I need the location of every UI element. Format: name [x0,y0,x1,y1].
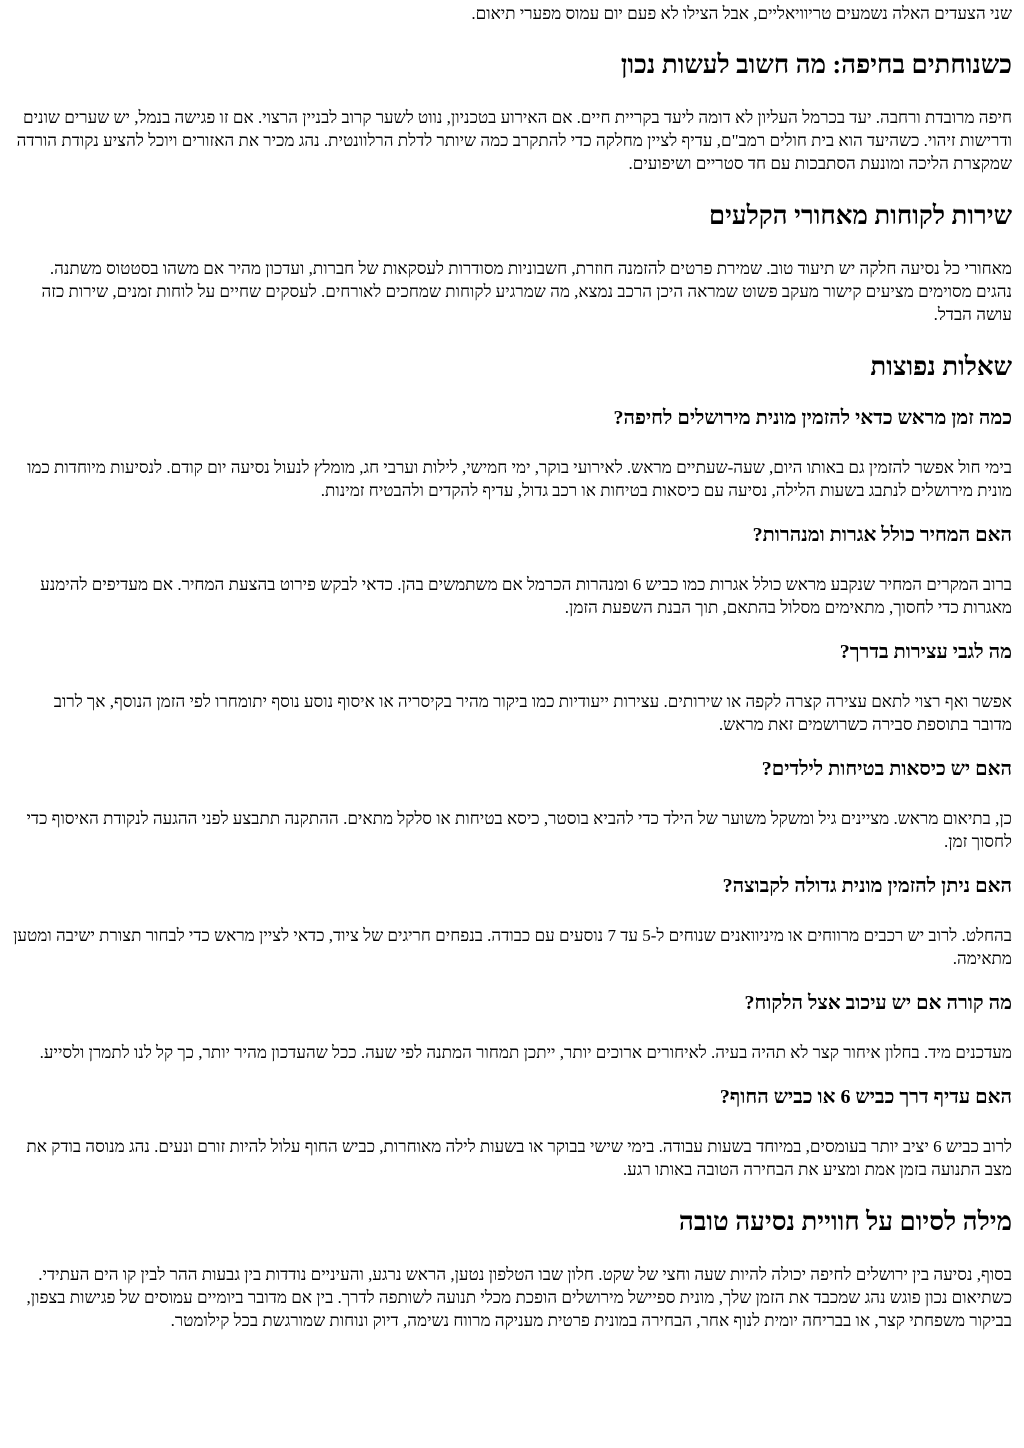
faq-answer: כן, בתיאום מראש. מציינים גיל ומשקל משוער של הילד כדי להביא בוסטר, כיסא בטיחות או סלקל מתאים. ההתקנה תתבצע לפני ההגעה לנקודת האיסוף כדי לחסוך זמן. [26,809,1012,851]
faq-question: האם ניתן להזמין מונית גדולה לקבוצה? [722,875,1012,897]
closing-heading: מילה לסיום על חוויית נסיעה טובה [678,1207,1012,1236]
section-heading-haifa: כשנוחתים בחיפה: מה חשוב לעשות נכון [620,50,1012,79]
faq-answer: אפשר ואף רצוי לתאם עצירה קצרה לקפה או שירותים. עצירות ייעודיות כמו ביקור מהיר בקיסריה או איסוף נוסע נוסף יתומחרו לפי הזמן הנוסף, אך לרוב מדובר בתוספת סבירה כשרושמים זאת מראש. [53,692,1012,734]
faq-question: האם המחיר כולל אגרות ומנהרות? [752,524,1012,546]
section-heading-customer-service: שירות לקוחות מאחורי הקלעים [708,201,1012,230]
intro-paragraph: שני הצעדים האלה נשמעים טריוויאליים, אבל הצילו לא פעם יום עמוס מפערי תיאום. [471,4,1012,23]
faq-answer: בהחלט. לרוב יש רכבים מרווחים או מיניוואנים שנוחים ל-5 עד 7 נוסעים עם כבודה. בנפחים חריגים של ציוד, כדאי לציין מראש כדי לבחור תצורת ישיבה ומטען מתאימה. [13,926,1012,968]
faq-answer: ברוב המקרים המחיר שנקבע מראש כולל אגרות כמו כביש 6 ומנהרות הכרמל אם משתמשים בהן. כדאי לבקש פירוט בהצעת המחיר. אם מעדיפים להימנע מאגרות כדי לחסוך, מתאימים מסלול בהתאם, תוך הבנת השפעת הזמן. [40,575,1012,617]
faq-question: האם יש כיסאות בטיחות לילדים? [761,758,1012,780]
faq-question: האם עדיף דרך כביש 6 או כביש החוף? [719,1086,1012,1108]
faq-answer: מעדכנים מיד. בחלון איחור קצר לא תהיה בעיה. לאיחורים ארוכים יותר, ייתכן תמחור המתנה לפי שעה. ככל שהעדכון מהיר יותר, כך קל לנו לתמרן ולסייע. [39,1043,1012,1062]
faq-answer: בימי חול אפשר להזמין גם באותו היום, שעה-שעתיים מראש. לאירועי בוקר, ימי חמישי, לילות וערבי חג, מומלץ לנעול נסיעה יום קודם. לנסיעות מיוחדות כמו מונית מירושלים לנתבג בשעות הלילה, נסיעה עם כיסאות בטיחות או רכב גדול, עדיף להקדים ולהבטיח זמינות. [27,458,1012,500]
faq-question: מה לגבי עצירות בדרך? [839,641,1012,663]
faq-answer: לרוב כביש 6 יציב יותר בעומסים, במיוחד בשעות עבודה. בימי שישי בבוקר או בשעות לילה מאוחרות, כביש החוף עלול להיות זורם ונעים. נהג מנוסה בודק את מצב התנועה בזמן אמת ומציע את הבחירה הטובה באותו רגע. [26,1137,1012,1179]
faq-question: כמה זמן מראש כדאי להזמין מונית מירושלים לחיפה? [613,407,1012,429]
section-body-customer-service: מאחורי כל נסיעה חלקה יש תיעוד טוב. שמירת פרטים להזמנה חוזרת, חשבוניות מסודרות לעסקאות של חברות, ועדכון מהיר אם משהו בסטטוס משתנה. נהגים מסוימים מציעים קישור מעקב פשוט שמראה היכן הרכב נמצא, מה שמרגיע לקוחות שמחכים לאורחים. לעסקים שחיים על לוחות זמנים, שירות כזה עושה הבדל. [41,259,1012,324]
faq-heading: שאלות נפוצות [870,352,1012,381]
closing-body: בסוף, נסיעה בין ירושלים לחיפה יכולה להיות שעה וחצי של שקט. חלון שבו הטלפון נטען, הראש נרגע, והעיניים נודדות בין גבעות ההר לבין קו הים העתידי. כשתיאום נכון פוגש נהג שמכבד את הזמן שלך, מונית ספיישל מירושלים הופכת מכלי תנועה לשותפה לדרך. בין אם מדובר ביומיים עמוסים של פגישות בצפון, בביקור משפחתי קצר, או בבריחה יומית לנוף אחר, הבחירה במונית פרטית מעניקה מרווח נשימה, דיוק ונוחות שמורגשת בכל קילומטר. [26,1265,1012,1330]
section-body-haifa: חיפה מרובדת ורחבה. יעד בכרמל העליון לא דומה ליעד בקריית חיים. אם האירוע בטכניון, נווט לשער קרוב לבניין הרצוי. אם זו פגישה בנמל, יש שערים שונים ודרישות זיהוי. כשהיעד הוא בית חולים רמב"ם, עדיף לציין מחלקה כדי להתקרב כמה שיותר לדלת הרלוונטית. נהג מכיר את האזורים ויוכל להציע נקודת הורדה שמקצרת הליכה ומונעת הסתבכות עם חד סטריים ושיפועים. [16,108,1012,173]
faq-question: מה קורה אם יש עיכוב אצל הלקוח? [744,992,1012,1014]
